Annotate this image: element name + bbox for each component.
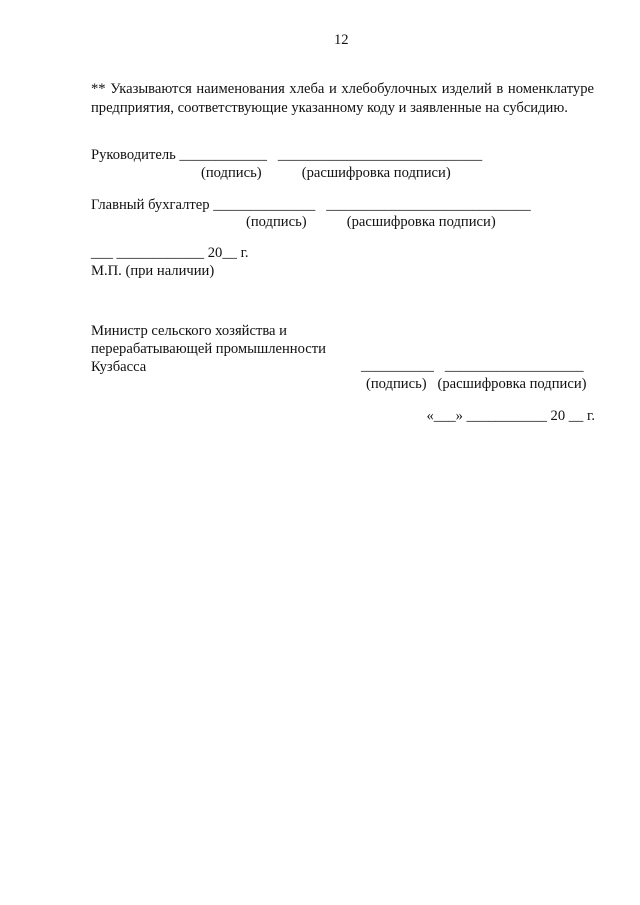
head-signature-caption: (подпись) (расшифровка подписи) (201, 165, 451, 181)
minister-signature-caption: (подпись) (расшифровка подписи) (366, 376, 587, 392)
accountant-signature-line: Главный бухгалтер ______________ ____________________________ (91, 197, 531, 213)
stamp-line: М.П. (при наличии) (91, 263, 215, 279)
accountant-signature-caption: (подпись) (расшифровка подписи) (246, 214, 496, 230)
minister-title-line-3: Кузбасса (91, 359, 147, 375)
minister-date-line: «___» ___________ 20 __ г. (426, 408, 595, 424)
footnote-text: ** Указываются наименования хлеба и хлебобулочных изделий в номенклатуре предприятия, соответствующие указанному коду и заявленные на субсидию. (91, 81, 594, 116)
minister-title-line-1: Министр сельского хозяйства и (91, 323, 287, 339)
minister-signature-line: __________ ___________________ (361, 358, 584, 374)
head-signature-line: Руководитель ____________ ____________________________ (91, 147, 483, 163)
date-line: ___ ____________ 20__ г. (91, 245, 249, 261)
page-number: 12 (334, 32, 349, 48)
minister-title-line-2: перерабатывающей промышленности (91, 341, 326, 357)
